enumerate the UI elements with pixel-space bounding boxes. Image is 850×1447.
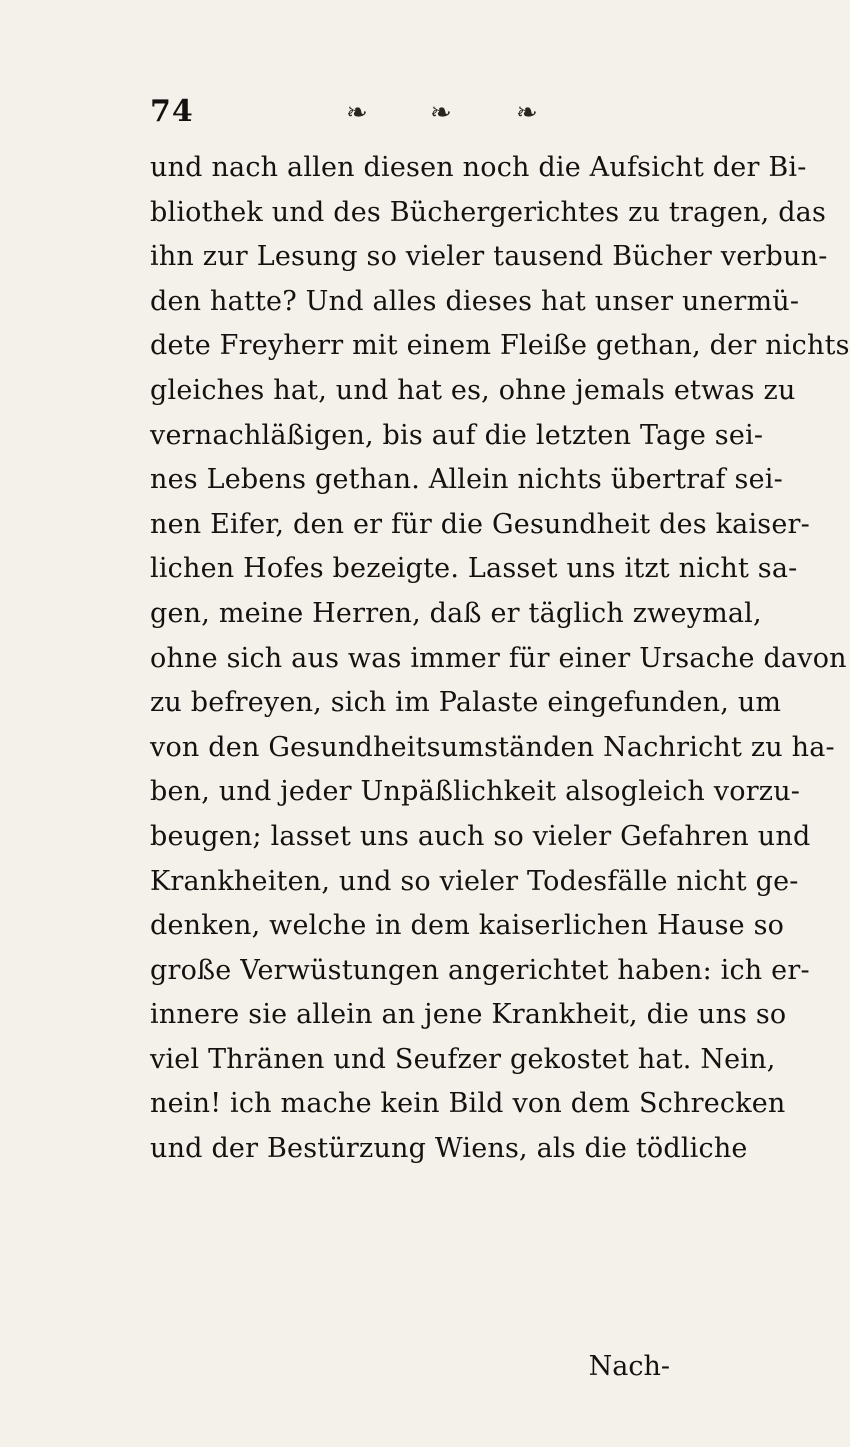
text-line: zu befreyen, sich im Palaste eingefunden, um: [150, 687, 782, 719]
text-line: ben, und jeder Unpäßlichkeit alsogleich vorzu-: [150, 776, 801, 808]
text-line: innere sie allein an jene Krankheit, die uns so: [150, 999, 787, 1031]
text-line: denken, welche in dem kaiserlichen Hause so: [150, 910, 785, 942]
fleuron-icon: ❧: [430, 98, 452, 128]
text-line: vernachläßigen, bis auf die letzten Tage sei-: [150, 419, 764, 451]
text-line: nein! ich mache kein Bild von dem Schrecken: [150, 1088, 786, 1120]
text-line: bliothek und des Büchergerichtes zu tragen, das: [150, 196, 827, 228]
text-line: nen Eifer, den er für die Gesundheit des kaiser-: [150, 508, 810, 540]
text-line: dete Freyherr mit einem Fleiße gethan, der nichts: [150, 330, 850, 362]
text-line: ohne sich aus was immer für einer Ursache davon: [150, 642, 847, 674]
text-line: große Verwüstungen angerichtet haben: ich er-: [150, 954, 810, 986]
text-line: ihn zur Lesung so vieler tausend Bücher verbun-: [150, 241, 828, 273]
text-line: gleiches hat, und hat es, ohne jemals etwas zu: [150, 374, 796, 406]
text-line: beugen; lasset uns auch so vieler Gefahren und: [150, 820, 811, 852]
text-line: den hatte? Und alles dieses hat unser unermü-: [150, 285, 800, 317]
text-line: lichen Hofes bezeigte. Lasset uns itzt nicht sa-: [150, 553, 798, 585]
fleuron-icon: ❧: [346, 98, 368, 128]
text-line: und der Bestürzung Wiens, als die tödliche: [150, 1133, 748, 1165]
text-line: viel Thränen und Seufzer gekostet hat. Nein,: [150, 1043, 776, 1075]
text-line: nes Lebens gethan. Allein nichts übertraf sei-: [150, 464, 783, 496]
text-line: gen, meine Herren, daß er täglich zweymal,: [150, 597, 762, 629]
page-header: [150, 92, 710, 132]
fleuron-icon: ❧: [516, 98, 538, 128]
text-line: von den Gesundheitsumständen Nachricht zu ha-: [150, 731, 835, 763]
text-line: und nach allen diesen noch die Aufsicht der Bi-: [150, 152, 807, 183]
page-number: 74: [150, 94, 194, 129]
body-text: [150, 146, 850, 1172]
catchword: Nach-: [588, 1351, 670, 1382]
text-line: Krankheiten, und so vieler Todesfälle nicht ge-: [150, 865, 799, 897]
